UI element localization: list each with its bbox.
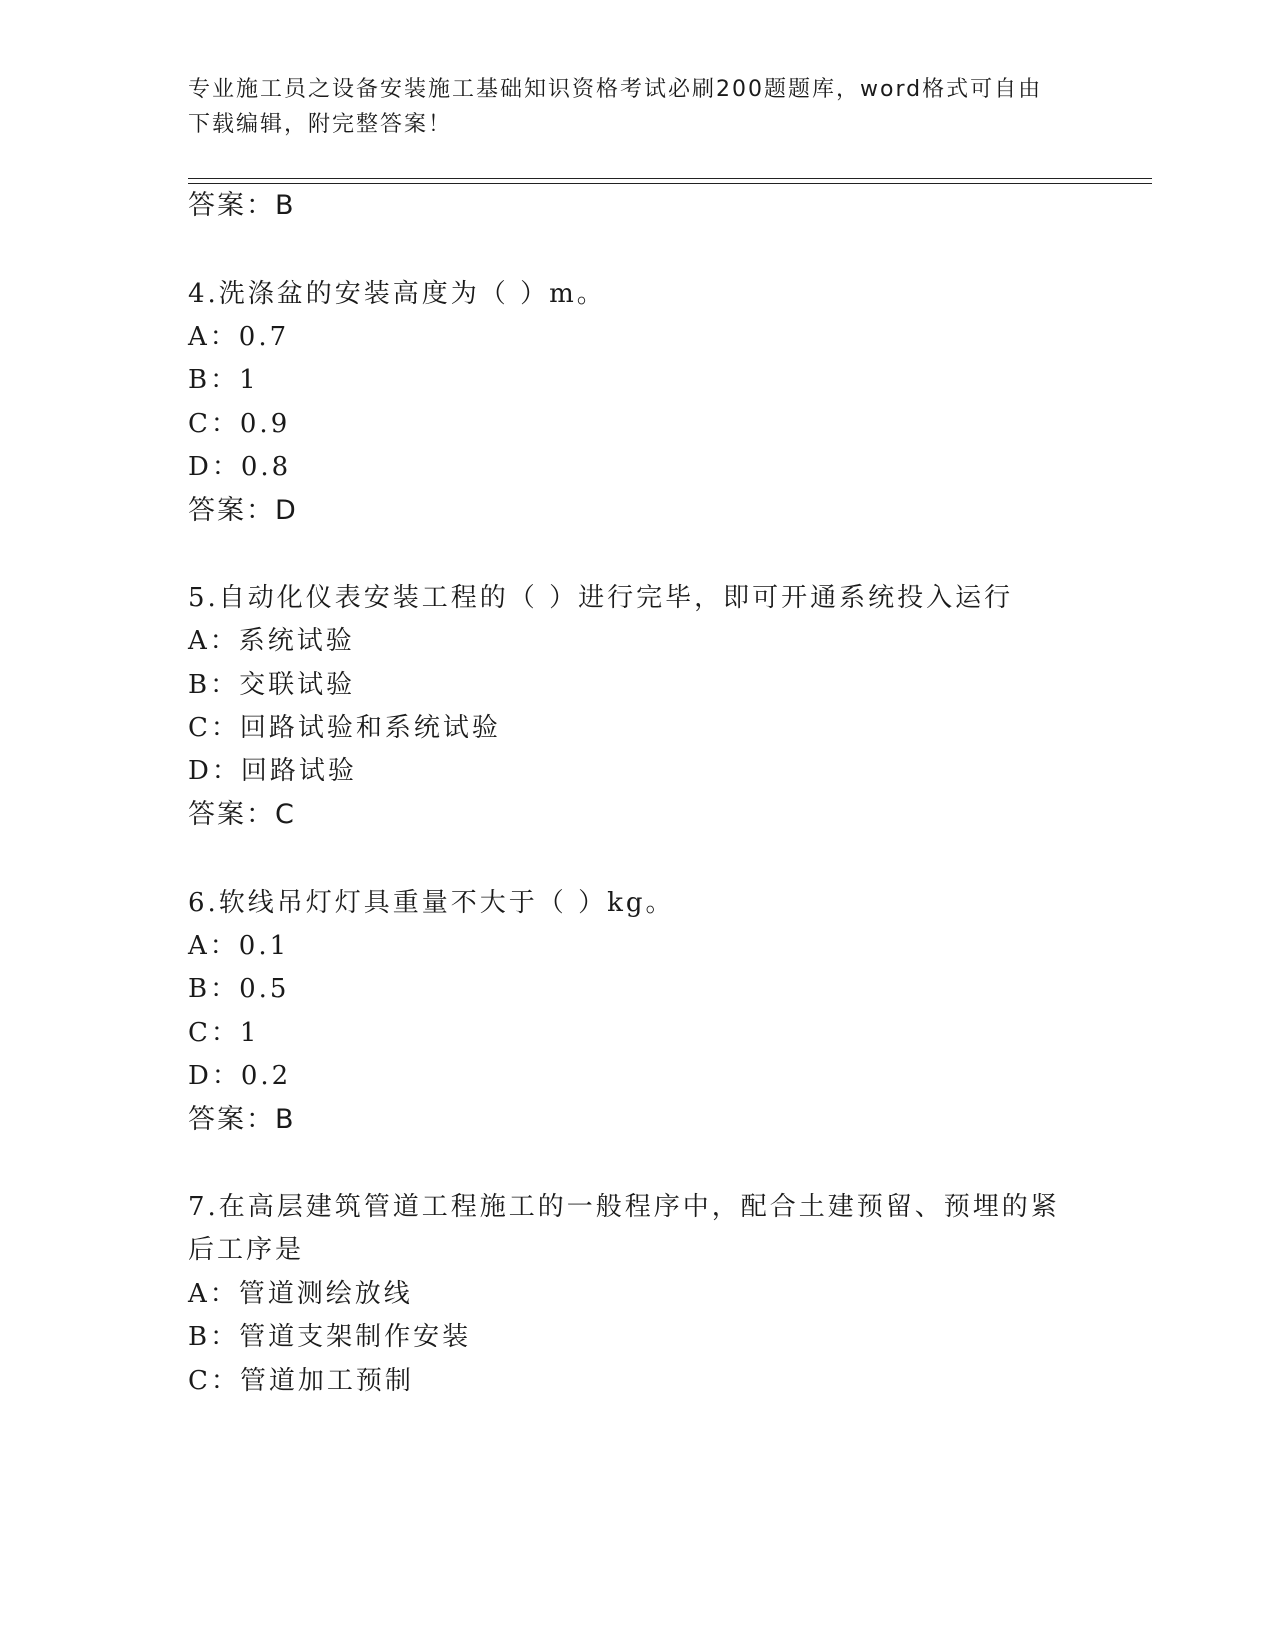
question-4-option-c: C：0.9 [188, 409, 291, 439]
question-4-option-b: B：1 [188, 365, 259, 395]
question-7-option-c: C：管道加工预制 [188, 1366, 414, 1396]
question-6-option-c: C：1 [188, 1018, 260, 1048]
question-4-option-a: A：0.7 [188, 322, 290, 352]
document-header [188, 72, 1068, 142]
question-7-stem-line-1: 7.在高层建筑管道工程施工的一般程序中，配合土建预留、预埋的紧 [188, 1192, 1060, 1222]
question-4-answer: 答案：D [188, 495, 298, 526]
question-4-option-d: D：0.8 [188, 452, 292, 482]
question-5-option-d: D：回路试验 [188, 756, 357, 786]
header-title-line-1: 专业施工员之设备安装施工基础知识资格考试必刷200题题库，word格式可自由 [188, 77, 1043, 102]
question-7-option-a: A：管道测绘放线 [188, 1279, 413, 1309]
header-divider-top [188, 178, 1152, 179]
question-6-option-a: A：0.1 [188, 931, 290, 961]
question-5-answer: 答案：C [188, 799, 296, 830]
answer-previous: 答案：B [188, 190, 296, 221]
question-5-option-b: B：交联试验 [188, 670, 356, 700]
header-divider-bottom [188, 183, 1152, 184]
question-5-stem: 5.自动化仪表安装工程的（ ）进行完毕，即可开通系统投入运行 [188, 583, 1014, 613]
question-6-option-b: B：0.5 [188, 974, 290, 1004]
question-7-option-b: B：管道支架制作安装 [188, 1322, 472, 1352]
question-4-stem: 4.洗涤盆的安装高度为（ ）m。 [188, 279, 606, 309]
question-5-option-c: C：回路试验和系统试验 [188, 713, 501, 743]
header-title-line-2: 下载编辑，附完整答案！ [188, 112, 453, 137]
question-6-stem: 6.软线吊灯灯具重量不大于（ ）kg。 [188, 888, 675, 918]
question-6-answer: 答案：B [188, 1104, 296, 1135]
question-5-option-a: A：系统试验 [188, 626, 355, 656]
question-7-stem-line-2: 后工序是 [188, 1235, 305, 1265]
question-6-option-d: D：0.2 [188, 1061, 292, 1091]
